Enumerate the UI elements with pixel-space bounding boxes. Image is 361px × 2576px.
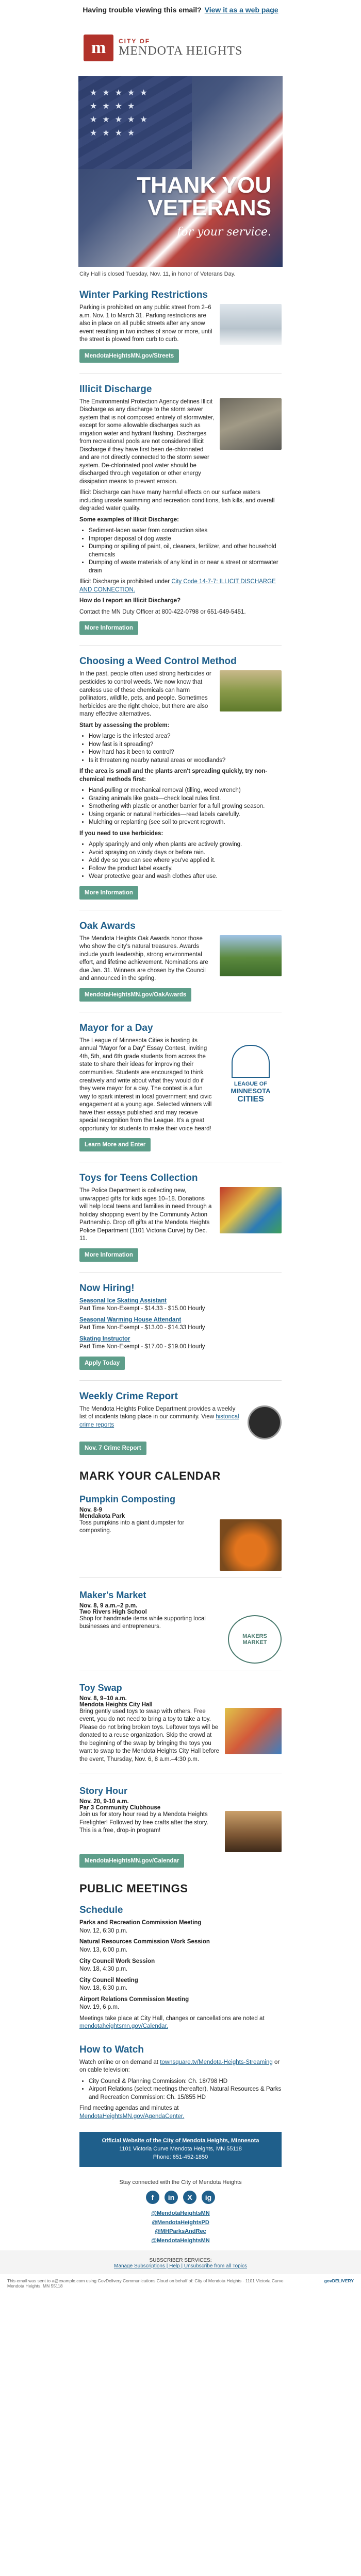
report-body: Contact the MN Duty Officer at 800-422-0798 or 651-649-5451.	[79, 608, 246, 615]
snow-street-image	[220, 304, 282, 345]
social-section	[72, 2167, 289, 2250]
meeting-item	[79, 1919, 282, 1935]
firefighter-reading-image	[225, 1811, 282, 1852]
pumpkin-location: Mendakota Park	[79, 1513, 125, 1519]
makers-market-event	[72, 1581, 289, 1667]
meeting-name: Parks and Recreation Commission Meeting	[79, 1920, 202, 1926]
job-detail: Part Time Non-Exempt - $14.33 - $15.00 Hourly	[79, 1306, 205, 1312]
view-online-bar	[0, 0, 361, 20]
weed-body: In the past, people often used strong herbicides or pesticides to control weeds. We now know that careless use of these chemicals can harm pollinators, wildlife, pets, and people. Sometimes herbicides are the right choice, but there are also many effective alternatives.	[79, 671, 211, 718]
meeting-item	[79, 1996, 282, 2012]
meeting-name: Natural Resources Commission Work Session	[79, 1939, 210, 1945]
mayor-body: The League of Minnesota Cities is hosting its annual "Mayor for a Day" Essay Contest, inviting 4th, 5th, and 6th grade students from across the state to share their ideas for improving their communities. Students are encouraged to think creatively and write about what they would do if they were mayor for a day. The contest is a fun way to spark interest in local government and civic engagement at a young age. Selected winners will have their essays published and may receive special recognition from the League. It's a great opportunity for students to make their voice heard!	[79, 1037, 212, 1132]
header-logo	[72, 20, 289, 76]
toyswap-body: Bring gently used toys to swap with others. Free event, you do not need to bring a toy to take a toy. Please do not bring broken toys. Leftover toys will be donated to a reuse organization. Skip the crowd at the beginning of the swap by bringing the toys you want to swap to the Mendota Heights City Hall before the event, Thursday, Nov. 6, 8 a.m.–4:30 p.m.	[79, 1708, 220, 1762]
job-link[interactable]: Seasonal Ice Skating Assistant	[79, 1297, 167, 1304]
job-item	[79, 1297, 282, 1313]
list-item: • Grazing animals like goats—check local rules first.	[89, 795, 282, 803]
flag-stars-icon: ★★★★★ ★★★★ ★★★★★ ★★★★	[90, 89, 153, 138]
city-name-label: MENDOTA HEIGHTS	[119, 44, 243, 58]
illicit-more-info-button[interactable]: More Information	[79, 621, 138, 635]
report-heading: How do I report an Illicit Discharge?	[79, 598, 181, 604]
list-item: • Avoid spraying on windy days or before rain.	[89, 849, 282, 857]
crime-body	[79, 1405, 242, 1430]
storyhour-body: Join us for story hour read by a Mendota Heights Firefighter! Followed by free crafts after the story. This is a free, drop-in program!	[79, 1811, 208, 1834]
crime-title: Weekly Crime Report	[79, 1391, 178, 1402]
mayor-for-a-day-section	[72, 1015, 289, 1159]
watch-channels-list	[89, 2078, 282, 2102]
police-badge-icon	[248, 1405, 282, 1439]
story-hour-event	[72, 1776, 289, 1875]
linkedin-icon[interactable]: in	[165, 2191, 178, 2204]
list-item: • Smothering with plastic or another barrier for a full growing season.	[89, 803, 282, 811]
illicit-examples-heading: Some examples of Illicit Discharge:	[79, 516, 179, 523]
meeting-name: City Council Work Session	[79, 1958, 155, 1964]
job-item	[79, 1316, 282, 1332]
job-link[interactable]: Seasonal Warming House Attendant	[79, 1316, 182, 1323]
historical-reports-link[interactable]: historical crime reports	[79, 1414, 239, 1428]
x-twitter-icon[interactable]: X	[183, 2191, 196, 2204]
oak-tree-image	[220, 935, 282, 976]
toyswap-date: Nov. 8, 9–10 a.m.	[79, 1695, 127, 1702]
watch-body-tail: or on cable television:	[79, 2059, 280, 2074]
crime-body-text: The Mendota Heights Police Department provides a weekly list of incidents taking place in our community. View	[79, 1405, 236, 1420]
pumpkin-image	[220, 1519, 282, 1571]
list-item: • Dumping of waste materials of any kind in or near a street or stormwater drain	[89, 559, 282, 575]
list-item: • Follow the product label exactly.	[89, 865, 282, 873]
subscriber-services-title: SUBSCRIBER SERVICES:	[149, 2258, 212, 2264]
social-handle[interactable]: @MendotaHeightsPD	[152, 2219, 209, 2226]
toy-image	[225, 1708, 282, 1754]
schedule-note-text: Meetings take place at City Hall, changes or cancellations are noted at	[79, 2015, 265, 2022]
storm-drain-image	[220, 398, 282, 450]
fine-print	[0, 2274, 361, 2296]
league-of-minnesota-cities-logo	[220, 1037, 282, 1104]
meeting-name: City Council Meeting	[79, 1977, 138, 1984]
toys-for-teens-section	[72, 1165, 289, 1269]
manage-subscriptions-links[interactable]: Manage Subscriptions | Help | Unsubscribe from all Topics	[114, 2263, 247, 2269]
toys-image	[220, 1187, 282, 1233]
city-logo-icon: m	[84, 35, 113, 61]
storyhour-title: Story Hour	[79, 1786, 128, 1797]
list-item: • Sediment-laden water from construction sites	[89, 527, 282, 535]
job-detail: Part Time Non-Exempt - $17.00 - $19.00 Hourly	[79, 1344, 205, 1350]
list-item: • Using organic or natural herbicides—read labels carefully.	[89, 811, 282, 819]
banner-caption: City Hall is closed Tuesday, Nov. 11, in honor of Veterans Day.	[79, 271, 236, 277]
pumpkin-date: Nov. 8-9	[79, 1506, 102, 1513]
winter-parking-section	[72, 282, 289, 370]
small-area-heading: If the area is small and the plants aren't spreading quickly, try non-chemical methods first:	[79, 768, 268, 783]
list-item: • Mulching or replanting (see soil to prevent regrowth.	[89, 819, 282, 827]
illicit-discharge-title: Illicit Discharge	[79, 383, 152, 395]
newsletter-card	[72, 20, 289, 2250]
list-item: • How large is the infested area?	[89, 733, 282, 741]
now-hiring-section	[72, 1276, 289, 1377]
list-item: • Add dye so you can see where you've applied it.	[89, 857, 282, 865]
agenda-prefix: Find meeting agendas and minutes at	[79, 2105, 179, 2112]
trouble-viewing-text: Having trouble viewing this email?	[83, 6, 202, 14]
crime-report-button[interactable]: Nov. 7 Crime Report	[79, 1442, 146, 1455]
makers-date: Nov. 8, 9 a.m.–2 p.m.	[79, 1602, 138, 1609]
code-prefix: Illicit Discharge is prohibited under	[79, 579, 170, 585]
toy-swap-event	[72, 1673, 289, 1770]
view-as-web-page-link[interactable]: View it as a web page	[204, 6, 278, 14]
footer-contact	[79, 2132, 282, 2167]
illicit-body-1: The Environmental Protection Agency defines Illicit Discharge as any discharge to the storm sewer system that is not composed entirely of stormwater, except for some allowable discharges such as irrigation water and hydrant flushing. Discharges from recreational pools are not considered Illicit Discharge if they have first been de-chlorinated and are not directly connected to the storm sewer system. De-chlorinated pool water should be discharged through vegetation or other energy dissipation means to prevent erosion.	[79, 398, 215, 485]
toyswap-title: Toy Swap	[79, 1682, 122, 1693]
list-item: • How hard has it been to control?	[89, 749, 282, 757]
meeting-when: Nov. 12, 6:30 p.m.	[79, 1927, 128, 1934]
apply-today-button[interactable]: Apply Today	[79, 1357, 125, 1370]
assess-heading: Start by assessing the problem:	[79, 722, 170, 728]
storyhour-date: Nov. 20, 9-10 a.m.	[79, 1799, 129, 1805]
section-divider	[79, 373, 282, 374]
makers-title: Maker's Market	[79, 1589, 146, 1600]
banner-title	[137, 174, 271, 219]
toys-title: Toys for Teens Collection	[79, 1173, 198, 1184]
league-line3: CITIES	[237, 1094, 264, 1104]
winter-parking-body: Parking is prohibited on any public street from 2–6 a.m. Nov. 1 to March 31. Parking restrictions are also in place on all public streets after any snow event resulting in two inches of snow or more, until the street is plowed from curb to curb.	[79, 304, 212, 343]
meeting-when: Nov. 19, 6 p.m.	[79, 2004, 120, 2011]
list-item: • Wear protective gear and wash clothes after use.	[89, 873, 282, 881]
social-handle[interactable]: @MendotaHeightsMN	[151, 2210, 210, 2217]
toys-body: The Police Department is collecting new, unwrapped gifts for kids ages 10–18. Donations will help local teens and families in need through a holiday shopping event by the Community Action Partnership. Drop off gifts at the Mendota Heights Police Department (1101 Victoria Curve) by Dec. 11.	[79, 1188, 212, 1242]
footer-address: 1101 Victoria Curve Mendota Heights, MN 55118	[119, 2146, 242, 2153]
job-detail: Part Time Non-Exempt - $13.00 - $14.33 Hourly	[79, 1325, 205, 1331]
meeting-item	[79, 1977, 282, 1993]
makers-location: Two Rivers High School	[79, 1608, 147, 1615]
job-link[interactable]: Skating Instructor	[79, 1335, 130, 1342]
watch-title: How to Watch	[79, 2044, 144, 2055]
schedule-title: Schedule	[79, 1905, 123, 1916]
herbicide-heading: If you need to use herbicides:	[79, 830, 163, 837]
streaming-link[interactable]: townsquare.tv/Mendota-Heights-Streaming	[160, 2059, 273, 2065]
social-handle[interactable]: @MHParksAndRec	[155, 2228, 206, 2235]
list-item: • Airport Relations (select meetings thereafter), Natural Resources & Parks and Recreation Commission: Ch. 15/855 HD	[89, 2086, 282, 2102]
pumpkin-title: Pumpkin Composting	[79, 1494, 175, 1504]
official-website-link[interactable]: Official Website of the City of Mendota Heights, Minnesota	[102, 2138, 259, 2144]
list-item: • How fast is it spreading?	[89, 741, 282, 749]
watch-body-text: Watch online or on demand at	[79, 2059, 158, 2065]
banner-subtitle: for your service.	[177, 226, 271, 239]
weed-control-section	[72, 649, 289, 906]
job-item	[79, 1335, 282, 1351]
winter-parking-title: Winter Parking Restrictions	[79, 290, 208, 300]
calendar-heading: MARK YOUR CALENDAR	[79, 1469, 221, 1482]
banner-title-line1: THANK YOU	[137, 173, 271, 198]
toys-more-info-button[interactable]: More Information	[79, 1248, 138, 1262]
section-divider	[79, 1272, 282, 1273]
pumpkin-event	[72, 1485, 289, 1574]
assess-list	[89, 733, 282, 765]
meeting-item	[79, 1938, 282, 1954]
oak-awards-section	[72, 913, 289, 1009]
agenda-text	[79, 2105, 282, 2121]
veterans-day-banner	[78, 76, 283, 267]
social-handle[interactable]: @MendotaHeightsMN	[151, 2237, 210, 2244]
section-divider	[79, 645, 282, 646]
oak-awards-body: The Mendota Heights Oak Awards honor those who show the city's natural treasures. Awards include youth leadership, strong environmental effort, and lifetime achievement. Nominations are due Jan. 31. Winners are chosen by the Council and announced in the spring.	[79, 935, 208, 982]
instagram-icon[interactable]: ig	[202, 2191, 215, 2204]
social-heading: Stay connected with the City of Mendota Heights	[119, 2179, 242, 2186]
section-divider	[79, 1380, 282, 1381]
league-line1: LEAGUE OF	[234, 1080, 268, 1087]
league-line2: MINNESOTA	[231, 1087, 271, 1095]
oak-awards-link-button[interactable]: MendotaHeightsMN.gov/OakAwards	[79, 988, 191, 1002]
makers-body: Shop for handmade items while supporting local businesses and entrepreneurs.	[79, 1615, 206, 1630]
social-icons	[72, 2191, 289, 2204]
meeting-name: Airport Relations Commission Meeting	[79, 1996, 189, 2003]
list-item: • Apply sparingly and only when plants are actively growing.	[89, 841, 282, 849]
watch-body	[79, 2059, 282, 2075]
mayor-learn-more-button[interactable]: Learn More and Enter	[79, 1138, 151, 1151]
weed-more-info-button[interactable]: More Information	[79, 886, 138, 900]
list-item: • Dumping or spilling of paint, oil, cleaners, fertilizer, and other household chemicals	[89, 543, 282, 559]
meeting-item	[79, 1958, 282, 1974]
meeting-when: Nov. 18, 6:30 p.m.	[79, 1985, 128, 1992]
building-icon	[232, 1045, 270, 1078]
list-item: • Is it threatening nearby natural areas or woodlands?	[89, 757, 282, 765]
list-item: • Hand-pulling or mechanical removal (tilling, weed wrench)	[89, 787, 282, 795]
list-item: • Improper disposal of dog waste	[89, 535, 282, 544]
illicit-code-text	[79, 578, 282, 594]
subscriber-services	[0, 2250, 361, 2274]
facebook-icon[interactable]: f	[146, 2191, 159, 2204]
makers-market-logo	[228, 1615, 282, 1664]
city-name	[119, 38, 242, 58]
meeting-when: Nov. 13, 6:00 p.m.	[79, 1946, 128, 1953]
fine-print-text: This email was sent to a@example.com using GovDelivery Communications Cloud on behalf of: City of Mendota Heights · 1101 Victoria Curve Mendota Heights, MN 55118	[7, 2278, 284, 2289]
city-code-link[interactable]: City Code 14-7-7: ILLICIT DISCHARGE AND CONNECTION.	[79, 579, 276, 593]
list-item: • City Council & Planning Commission: Ch. 18/798 HD	[89, 2078, 282, 2086]
makers-badge-bottom: MARKET	[242, 1639, 267, 1646]
small-area-list	[89, 787, 282, 827]
section-divider	[79, 1577, 282, 1578]
calendar-link-button[interactable]: MendotaHeightsMN.gov/Calendar	[79, 1854, 184, 1868]
schedule-section	[72, 1897, 289, 2037]
illicit-discharge-section	[72, 377, 289, 642]
footer-phone: Phone: 651-452-1850	[153, 2154, 208, 2161]
weeds-image	[220, 670, 282, 711]
hiring-title: Now Hiring!	[79, 1282, 135, 1294]
agenda-center-link[interactable]: MendotaHeightsMN.gov/AgendaCenter.	[79, 2113, 185, 2120]
illicit-examples-list	[89, 527, 282, 575]
toyswap-location: Mendota Heights City Hall	[79, 1701, 153, 1708]
meetings-calendar-link[interactable]: mendotaheightsmn.gov/Calendar.	[79, 2023, 168, 2030]
storyhour-location: Par 3 Community Clubhouse	[79, 1805, 161, 1811]
city-of-label: CITY OF	[119, 38, 151, 45]
govdelivery-logo: govDELIVERY	[324, 2278, 354, 2284]
makers-badge-top: MAKERS	[242, 1633, 267, 1639]
illicit-body-2: Illicit Discharge can have many harmful effects on our surface waters including unsafe swimming and recreation conditions, fish kills, and overall degraded water quality.	[79, 489, 275, 512]
pumpkin-body: Toss pumpkins into a giant dumpster for composting.	[79, 1519, 185, 1534]
weed-control-title: Choosing a Weed Control Method	[79, 656, 237, 667]
meetings-heading: PUBLIC MEETINGS	[79, 1882, 188, 1895]
mayor-title: Mayor for a Day	[79, 1022, 153, 1033]
schedule-note	[79, 2015, 282, 2031]
herbicide-list	[89, 841, 282, 881]
meeting-when: Nov. 18, 4:30 p.m.	[79, 1966, 128, 1973]
banner-title-line2: VETERANS	[147, 195, 271, 221]
crime-report-section	[72, 1384, 289, 1462]
streets-link-button[interactable]: MendotaHeightsMN.gov/Streets	[79, 349, 179, 363]
oak-awards-title: Oak Awards	[79, 920, 136, 931]
how-to-watch-section	[72, 2037, 289, 2127]
